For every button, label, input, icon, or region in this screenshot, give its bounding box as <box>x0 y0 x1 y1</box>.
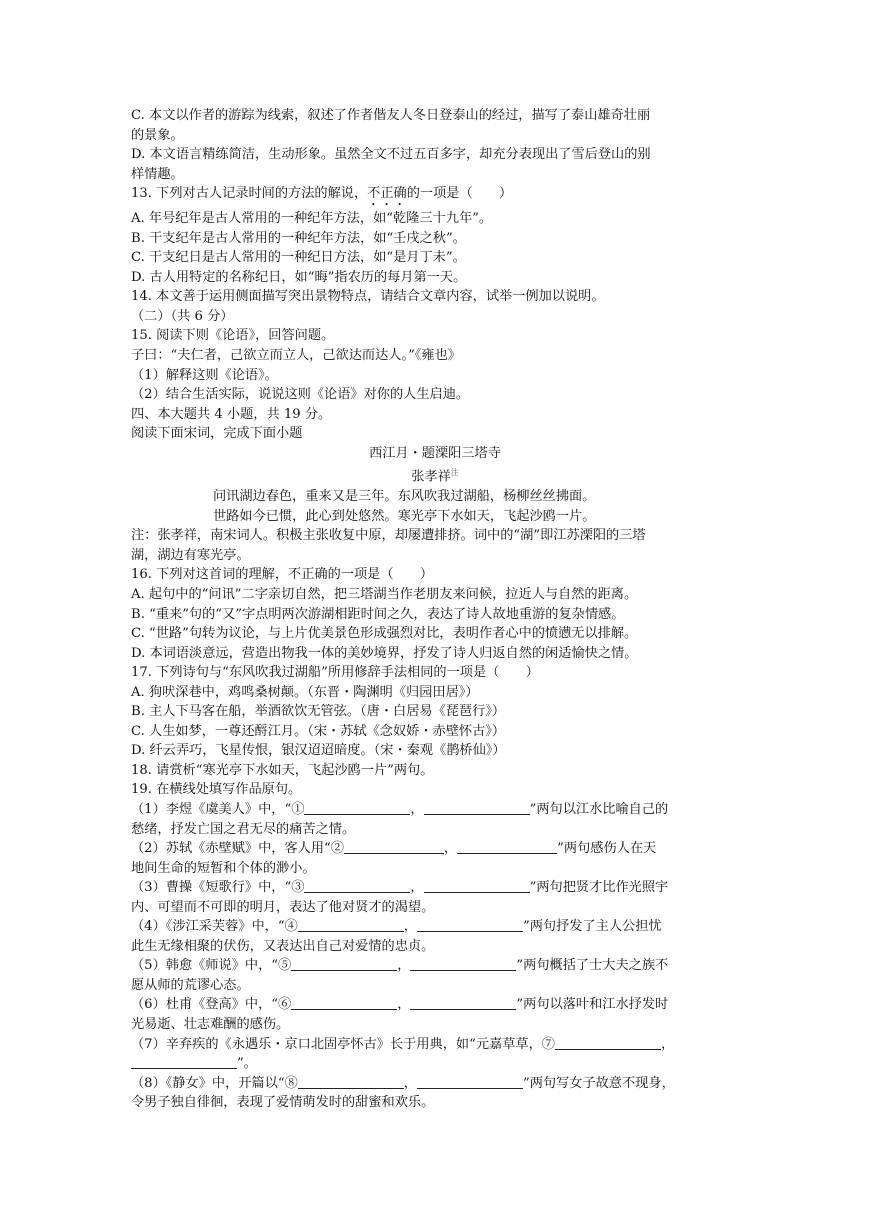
comma: ， <box>403 1075 417 1091</box>
poem-note-line2: 湖，湖边有寒光亭。 <box>131 547 250 563</box>
q13-stem-text: 13. 下列对古人记录时间的方法的解说， <box>131 186 368 202</box>
poem-author-note-mark: 注 <box>450 468 459 478</box>
q19-item-8 <box>131 1074 739 1094</box>
comma: ， <box>410 880 424 896</box>
comma: ， <box>443 841 458 857</box>
q19-item-5-tail: ”两句概括了士大夫之族不 <box>516 958 669 974</box>
q15-quote: 子曰：“夫仁者，己欲立而立人，己欲达而达人。”《雍也》 <box>131 348 461 364</box>
q19-item-3 <box>131 878 739 898</box>
q19-item-6-tail: ”两句以落叶和江水抒发时 <box>516 997 669 1013</box>
q13-option-c: C. 干支纪日是古人常用的一种纪日方法，如“是月丁未”。 <box>131 250 466 266</box>
q13-option-a: A. 年号纪年是古人常用的一种纪年方法，如“乾隆三十九年”。 <box>131 211 493 227</box>
blank-6a[interactable] <box>291 995 397 1010</box>
q19-item-2 <box>131 839 739 859</box>
q15-stem: 15. 阅读下则《论语》，回答问题。 <box>131 328 335 344</box>
blank-4a[interactable] <box>298 917 404 932</box>
q18-stem: 18. 请赏析“寒光亭下水如天，飞起沙鸥一片”两句。 <box>131 762 434 778</box>
q19-item-7-cont <box>131 1054 739 1074</box>
q19-item-4 <box>131 917 739 937</box>
reading-intro: 阅读下面宋词，完成下面小题 <box>131 426 303 442</box>
blank-6b[interactable] <box>410 995 516 1010</box>
poem-line-1: 问讯湖边春色，重来又是三年。东风吹我过湖船，杨柳丝丝拂面。 <box>213 489 596 505</box>
q19-item-3-cont: 内、可望而不可即的明月，表达了他对贤才的渴望。 <box>131 899 435 915</box>
q19-item-5-cont: 愿从师的荒谬心态。 <box>131 977 250 993</box>
q19-item-3-tail: ”两句把贤才比作光照宇 <box>529 880 669 896</box>
q19-item-5 <box>131 956 739 976</box>
q17-option-d: D. 纤云弄巧，飞星传恨，银汉迢迢暗度。（宋・秦观《鹊桥仙》） <box>131 743 506 759</box>
q19-item-1-tail: ”两句以江水比喻自己的 <box>529 801 669 817</box>
q19-item-4-tail: ”两句抒发了主人公担忧 <box>522 919 662 935</box>
blank-4b[interactable] <box>417 917 523 932</box>
q19-item-6-text: （6）杜甫《登高》中，“⑥ <box>131 997 292 1013</box>
q12-option-c-line2: 的景象。 <box>131 127 184 143</box>
q16-option-d: D. 本词语淡意远，营造出物我一体的美妙境界，抒发了诗人归返自然的闲适愉快之情。 <box>131 645 638 661</box>
q19-item-2-cont: 地间生命的短暂和个体的渺小。 <box>131 860 316 876</box>
q13-stem <box>131 184 739 209</box>
comma: ， <box>410 801 424 817</box>
q17-stem: 17. 下列诗句与“东风吹我过湖船”所用修辞手法相同的一项是（ ） <box>131 665 539 681</box>
q16-option-a: A. 起句中的“问讯”二字亲切自然，把三塔湖当作老朋友来问候，拉近人与自然的距离。 <box>131 586 638 602</box>
q19-item-5-text: （5）韩愈《师说》中，“⑤ <box>131 958 292 974</box>
q13-option-b: B. 干支纪年是古人常用的一种纪年方法，如“壬戌之秋”。 <box>131 230 466 246</box>
q13-stem-end: 的一项是（ ） <box>406 186 513 202</box>
blank-8b[interactable] <box>417 1074 523 1089</box>
blank-7b[interactable] <box>131 1054 237 1069</box>
poem-line-2: 世路如今已惯，此心到处悠然。寒光亭下水如天，飞起沙鸥一片。 <box>213 508 596 524</box>
q19-item-8-text: （8）《静女》中，开篇以“⑧ <box>131 1075 298 1091</box>
q19-item-7 <box>131 1035 739 1055</box>
poem-author-name: 张孝祥 <box>411 469 451 485</box>
blank-8a[interactable] <box>298 1074 404 1089</box>
q19-item-2-tail: ”两句感伤人在天 <box>557 841 657 857</box>
q19-item-8-cont: 令男子独自徘徊，表现了爱情萌发时的甜蜜和欢乐。 <box>131 1095 435 1111</box>
poem-note-line1: 注：张孝祥，南宋词人。积极主张收复中原，却屡遭排挤。词中的“湖”即江苏溧阳的三塔 <box>131 528 646 544</box>
q16-stem: 16. 下列对这首词的理解，不正确的一项是（ ） <box>131 567 434 583</box>
q16-option-c: C. “世路”句转为议论，与上片优美景色形成强烈对比，表明作者心中的愤懑无以排解。 <box>131 626 638 642</box>
blank-5a[interactable] <box>291 956 397 971</box>
q19-item-7-text: （7）辛弃疾的《永遇乐・京口北固亭怀古》长于用典，如“元嘉草草，⑦ <box>131 1036 555 1052</box>
q17-option-a: A. 狗吠深巷中，鸡鸣桑树颠。（东晋・陶渊明《归园田居》） <box>131 684 479 700</box>
q19-item-4-cont: 此生无缘相聚的伏伤，又表达出自己对爱情的忠贞。 <box>131 938 435 954</box>
q13-emphasis: 不正确 <box>367 186 407 202</box>
q19-item-6 <box>131 995 739 1015</box>
q12-option-c-line1: C. 本文以作者的游踪为线索，叙述了作者偕友人冬日登泰山的经过，描写了泰山雄奇壮丽 <box>131 108 651 123</box>
q17-option-b: B. 主人下马客在船，举酒欲饮无管弦。（唐・白居易《琵琶行》） <box>131 704 506 720</box>
q13-option-d: D. 古人用特定的名称纪日，如“晦”指农历的每月第一天。 <box>131 269 467 285</box>
q19-item-1-cont: 愁绪，抒发亡国之君无尽的痛苦之情。 <box>131 821 356 837</box>
q19-item-8-tail: ”两句写女子故意不现身， <box>522 1075 675 1091</box>
comma: ， <box>660 1036 675 1052</box>
q17-option-c: C. 人生如梦，一尊还酹江月。（宋・苏轼《念奴娇・赤壁怀古》） <box>131 723 506 739</box>
section-4-heading: 四、本大题共 4 小题，共 19 分。 <box>131 406 332 422</box>
comma: ， <box>403 919 417 935</box>
q19-item-1-text: （1）李煜《虞美人》中，“① <box>131 801 305 817</box>
q12-option-d-line1: D. 本文语言精练简洁，生动形象。虽然全文不过五百多字，却充分表现出了雪后登山的别 <box>131 147 651 163</box>
blank-2b[interactable] <box>457 839 557 854</box>
q19-item-4-text: （4）《涉江采芙蓉》中，“④ <box>131 919 298 935</box>
blank-1a[interactable] <box>304 800 410 815</box>
comma: ， <box>397 958 411 974</box>
blank-7a[interactable] <box>555 1035 661 1050</box>
q12-option-d-line2: 样情趣。 <box>131 166 184 182</box>
q16-option-b: B. “重来”句的“又”字点明两次游湖相距时间之久，表达了诗人故地重游的复杂情感。 <box>131 606 625 622</box>
q19-item-6-cont: 光易逝、壮志难酬的感伤。 <box>131 1017 290 1032</box>
blank-2a[interactable] <box>344 839 444 854</box>
blank-1b[interactable] <box>424 800 530 815</box>
poem-author <box>131 463 739 487</box>
q19-item-7-tail: ”。 <box>237 1056 257 1072</box>
q19-stem: 19. 在横线处填写作品原句。 <box>131 782 302 798</box>
blank-5b[interactable] <box>410 956 516 971</box>
poem-title: 西江月・题溧阳三塔寺 <box>369 445 501 461</box>
q15-part-1: （1）解释这则《论语》。 <box>131 367 278 383</box>
comma: ， <box>397 997 411 1013</box>
section-2-heading: （二）（共 6 分） <box>131 308 234 324</box>
q19-item-3-text: （3）曹操《短歌行》中，“③ <box>131 880 305 896</box>
document-page <box>131 106 739 1113</box>
q15-part-2: （2）结合生活实际，说说这则《论语》对你的人生启迪。 <box>131 387 470 403</box>
q14-stem: 14. 本文善于运用侧面描写突出景物特点，请结合文章内容，试举一例加以说明。 <box>131 289 605 305</box>
q19-item-1 <box>131 800 739 820</box>
blank-3b[interactable] <box>424 878 530 893</box>
q19-item-2-text: （2）苏轼《赤壁赋》中，客人用“② <box>131 841 344 857</box>
blank-3a[interactable] <box>304 878 410 893</box>
